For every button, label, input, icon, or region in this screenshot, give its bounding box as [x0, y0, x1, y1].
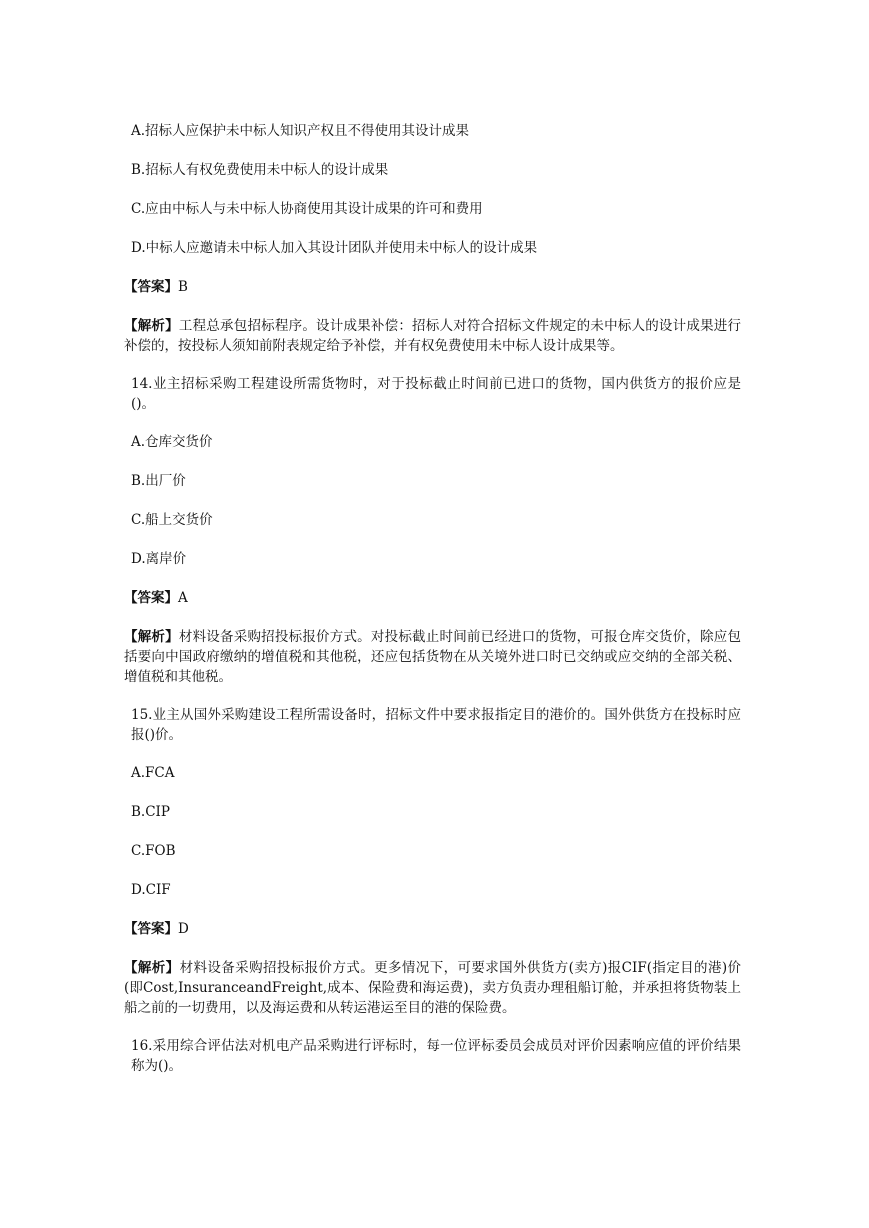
q14-option-b: B.出厂价 [131, 473, 186, 489]
q13-answer [124, 277, 741, 298]
q16-stem: 16.采用综合评估法对机电产品采购进行评标时，每一位评标委员会成员对评价因素响应值的评价结果称为()。 [131, 1038, 741, 1074]
q14-option-a: A.仓库交货价 [131, 434, 213, 450]
analysis-text: 工程总承包招标程序。设计成果补偿：招标人对符合招标文件规定的未中标人的设计成果进行补偿的，按投标人须知前附表规定给予补偿，并有权免费使用未中标人设计成果等。 [124, 318, 742, 354]
q15-option-c: C.FOB [131, 843, 176, 859]
q14-analysis [124, 627, 741, 687]
q13-option-b: B.招标人有权免费使用未中标人的设计成果 [131, 162, 389, 178]
answer-value: A [178, 590, 188, 606]
q14-answer [124, 588, 741, 609]
q15-option-d: D.CIF [131, 882, 171, 898]
analysis-text: 材料设备采购招投标报价方式。更多情况下，可要求国外供货方(卖方)报CIF(指定目的港)价(即Cost,InsuranceandFreight,成本、保险费和海运费)，卖方负责办理租船订舱，并承担将货物装上船之前的一切费用，以及海运费和从转运港运至目的港的保险费。 [124, 960, 741, 1016]
answer-tag: 【答案】 [124, 921, 178, 937]
q15-option-b: B.CIP [131, 804, 170, 820]
q14-option-c: C.船上交货价 [131, 512, 213, 528]
answer-tag: 【答案】 [124, 279, 178, 295]
q13-analysis [124, 316, 741, 356]
analysis-text: 材料设备采购招投标报价方式。对投标截止时间前已经进口的货物，可报仓库交货价，除应包括要向中国政府缴纳的增值税和其他税，还应包括货物在从关境外进口时已交纳或应交纳的全部关税、增值税和其他税。 [124, 629, 742, 685]
q14-option-d: D.离岸价 [131, 551, 187, 567]
answer-tag: 【答案】 [124, 590, 178, 606]
analysis-tag: 【解析】 [124, 318, 179, 334]
q15-option-a: A.FCA [131, 765, 175, 781]
answer-value: D [178, 921, 189, 937]
q15-analysis [124, 958, 741, 1018]
analysis-tag: 【解析】 [124, 629, 179, 645]
q15-answer [124, 919, 741, 940]
q13-option-c: C.应由中标人与未中标人协商使用其设计成果的许可和费用 [131, 201, 483, 217]
q13-option-a: A.招标人应保护未中标人知识产权且不得使用其设计成果 [131, 123, 470, 139]
document-page [124, 121, 742, 1094]
q15-stem: 15.业主从国外采购建设工程所需设备时，招标文件中要求报指定目的港价的。国外供货方在投标时应报()价。 [131, 707, 741, 743]
q13-option-d: D.中标人应邀请未中标人加入其设计团队并使用未中标人的设计成果 [131, 240, 538, 256]
answer-value: B [178, 279, 188, 295]
analysis-tag: 【解析】 [124, 960, 180, 976]
q14-stem: 14.业主招标采购工程建设所需货物时，对于投标截止时间前已进口的货物，国内供货方的报价应是()。 [131, 376, 741, 412]
